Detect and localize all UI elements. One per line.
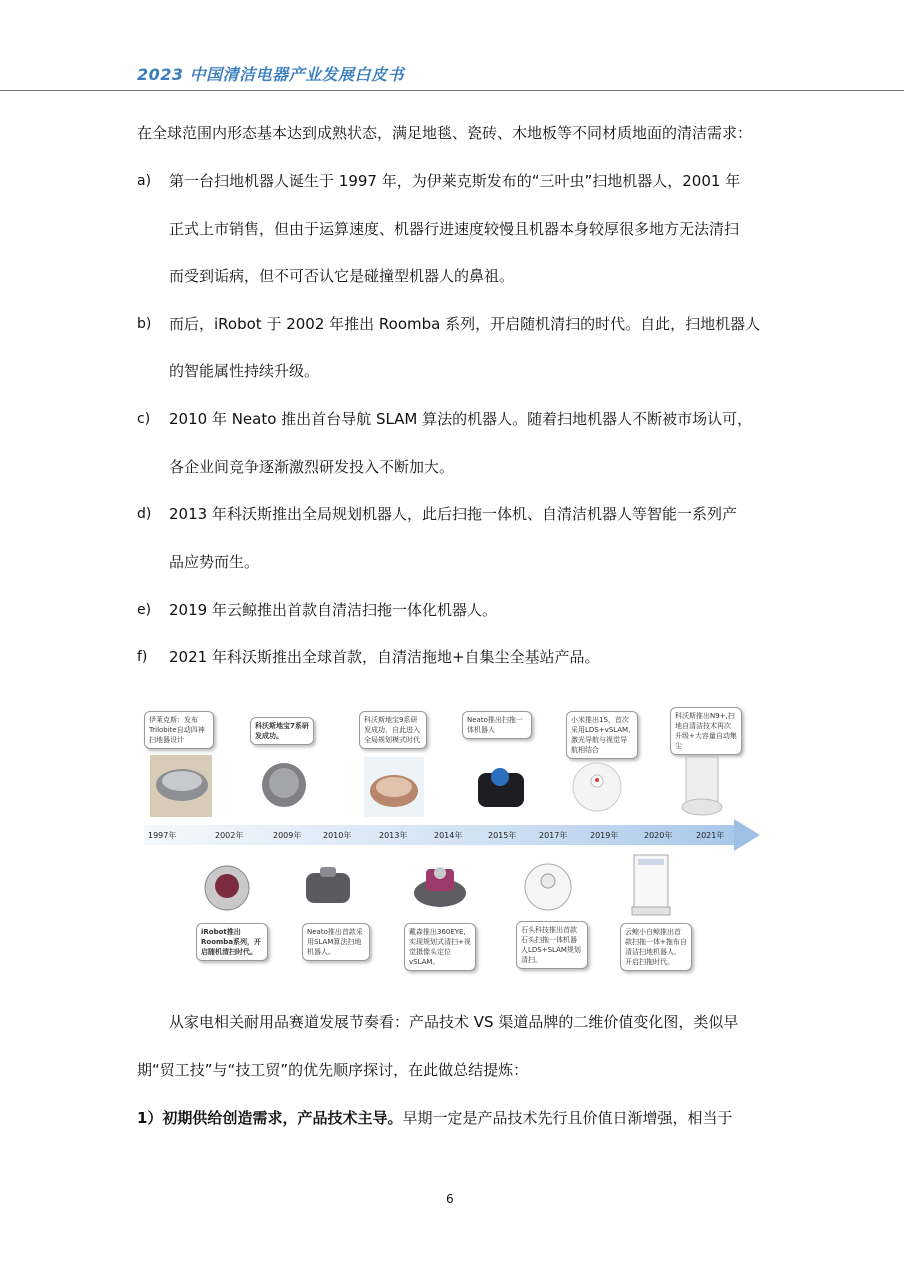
- list-c-line-2: 各企业间竞争逐渐激烈研发投入不断加大。: [169, 458, 455, 476]
- year-label: 2020年: [644, 831, 673, 840]
- list-marker-a: a): [137, 173, 152, 189]
- list-e-line-1: 2019 年云鲸推出首款自清洁扫拖一体化机器人。: [169, 601, 497, 619]
- list-b-line-2: 的智能属性持续升级。: [169, 362, 320, 380]
- list-a-line-3: 而受到诟病，但不可否认它是碰撞型机器人的鼻祖。: [169, 267, 515, 285]
- timeline-note-top-1: 伊莱克斯：发布Trilobite自动四神扫地器设计: [144, 711, 214, 749]
- neato-robot-image: [474, 763, 528, 813]
- document-title: 2023 中国清洁电器产业发展白皮书: [137, 65, 405, 84]
- timeline-note-bottom-3: 戴森推出360EYE,实现规划式清扫+视觉摄像头定位vSLAM。: [404, 923, 476, 971]
- xiaomi-robot-image: [570, 759, 624, 813]
- timeline-note-top-3: 科沃斯地宝9系研发成功，自此进入全局规划模式时代: [359, 711, 427, 749]
- intro-line: 在全球范围内形态基本达到成熟状态，满足地毯、瓷砖、木地板等不同材质地面的清洁需求：: [137, 124, 753, 142]
- header-divider: [0, 90, 904, 91]
- year-label: 2019年: [590, 831, 619, 840]
- point1-rest-text: 早期一定是产品技术先行且价值日渐增强，相当于: [402, 1109, 733, 1127]
- list-marker-f: f): [137, 649, 148, 665]
- trilobite-robot-image: [150, 755, 212, 817]
- year-label: 2015年: [488, 831, 517, 840]
- point1-line: [137, 1108, 732, 1128]
- roborock-robot-image: [522, 861, 574, 913]
- timeline-note-top-6: 科沃斯推出N9+,扫地自清洁技术再次升级+大容量自动集尘: [670, 707, 742, 755]
- timeline-arrow-head: [734, 819, 760, 851]
- timeline-note-bottom-2: Neato推出首款采用SLAM算法扫地机器人。: [302, 923, 370, 961]
- year-label: 2002年: [215, 831, 244, 840]
- list-marker-c: c): [137, 411, 151, 427]
- narwal-base-station-image: [628, 853, 674, 919]
- roomba-robot-image: [202, 863, 252, 913]
- year-label: 2009年: [273, 831, 302, 840]
- list-c-line-1: 2010 年 Neato 推出首台导航 SLAM 算法的机器人。随着扫地机器人不断被市场认可，: [169, 410, 753, 428]
- year-label: 2021年: [696, 831, 725, 840]
- year-label: 2014年: [434, 831, 463, 840]
- year-label: 2017年: [539, 831, 568, 840]
- list-marker-e: e): [137, 602, 152, 618]
- ecovacs-7-robot-image: [260, 761, 308, 809]
- timeline-note-bottom-1: iRobot推出Roomba系列，开启随机清扫时代。: [196, 923, 268, 961]
- list-d-line-2: 品应势而生。: [169, 553, 260, 571]
- list-f-line-1: 2021 年科沃斯推出全球首款，自清洁拖地+自集尘全基站产品。: [169, 648, 600, 666]
- timeline-note-top-2: 科沃斯地宝7系研发成功。: [250, 717, 314, 745]
- timeline-note-bottom-4: 石头科技推出首款石头扫拖一体机器人LDS+SLAM规划清扫。: [516, 921, 588, 969]
- paragraph2-line-1: 从家电相关耐用品赛道发展节奏看：产品技术 VS 渠道品牌的二维价值变化图，类似早: [169, 1013, 739, 1031]
- timeline-note-top-5: 小米推出1S，首次采用LDS+vSLAM,激光导航与视觉导航相结合: [566, 711, 638, 759]
- ecovacs-9-robot-image: [364, 757, 424, 817]
- timeline-note-top-4: Neato推出扫拖一体机器人: [462, 711, 532, 739]
- neato-slam-robot-image: [302, 863, 354, 909]
- list-d-line-1: 2013 年科沃斯推出全局规划机器人，此后扫拖一体机、自清洁机器人等智能一系列产: [169, 505, 737, 523]
- point1-bold-text: 1）初期供给创造需求，产品技术主导。: [137, 1109, 403, 1127]
- year-label: 2010年: [323, 831, 352, 840]
- list-marker-d: d): [137, 506, 152, 522]
- dyson-360eye-robot-image: [412, 861, 468, 911]
- list-b-line-1: 而后，iRobot 于 2002 年推出 Roomba 系列，开启随机清扫的时代。自此，扫地机器人: [169, 315, 761, 333]
- timeline-note-bottom-5: 云鲸小白鲸推出首款扫拖一体+拖布自清洁扫地机器人，开启扫拖时代。: [620, 923, 692, 971]
- list-marker-b: b): [137, 316, 152, 332]
- page-number: 6: [446, 1192, 454, 1206]
- year-label: 2013年: [379, 831, 408, 840]
- year-label: 1997年: [148, 831, 177, 840]
- list-a-line-1: 第一台扫地机器人诞生于 1997 年，为伊莱克斯发布的“三叶虫”扫地机器人，2001 年: [169, 172, 741, 190]
- robot-timeline-figure: [138, 697, 768, 977]
- ecovacs-n9-base-station-image: [680, 755, 724, 817]
- paragraph2-line-2: 期“贸工技”与“技工贸”的优先顺序探讨，在此做总结提炼：: [137, 1061, 529, 1079]
- list-a-line-2: 正式上市销售，但由于运算速度、机器行进速度较慢且机器本身较厚很多地方无法清扫: [169, 220, 740, 238]
